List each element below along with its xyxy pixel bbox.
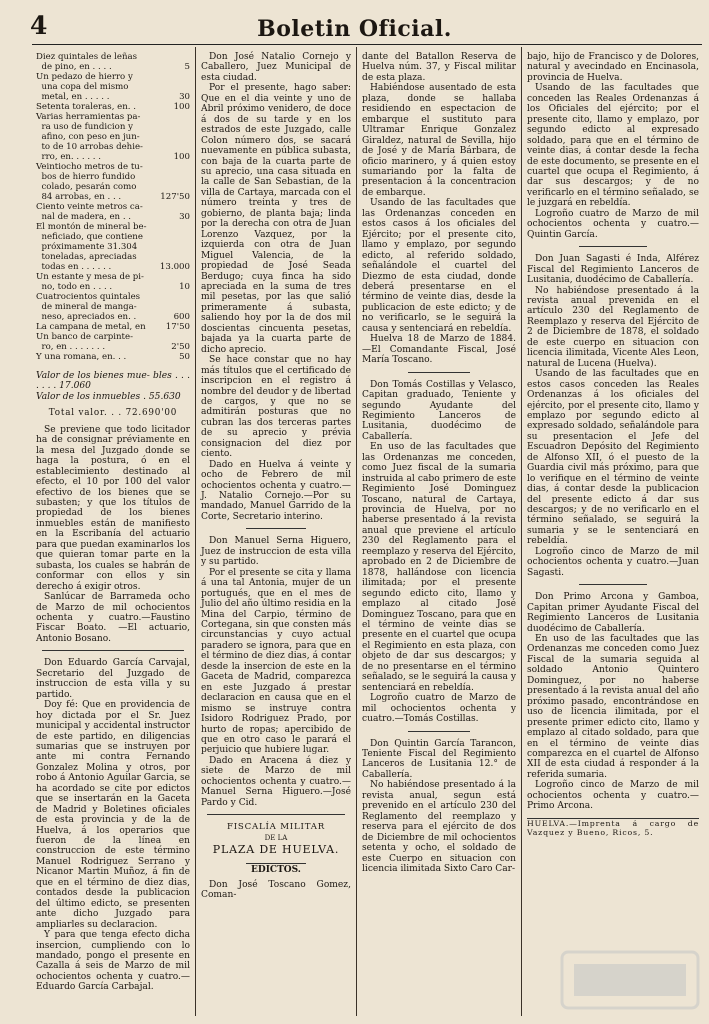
page-header xyxy=(0,0,709,44)
inventory-item-label: La campana de metal, en xyxy=(36,322,146,332)
inventory-row xyxy=(36,252,190,262)
column-divider xyxy=(521,47,522,1016)
column-divider xyxy=(356,47,357,1016)
inventory-item-value: 13.000 xyxy=(159,262,190,272)
inventory-item-label: una copa del mismo xyxy=(36,82,129,92)
paragraph: Se hace constar que no hay más títulos que el certificado de inscripcion en el registro á nombre del deudor y de libertad de cargos, y que no se admitirán posturas que no cubran las dos terceras partes de su aprecio y prévia consignacion del diez por ciento. xyxy=(201,355,351,460)
newspaper-title: Boletin Oficial. xyxy=(257,16,452,42)
inventory-row xyxy=(36,242,190,252)
inventory-row xyxy=(36,302,190,312)
paragraph: Logroño cinco de Marzo de mil ochocientos ochenta y cuatro.—Primo Arcona. xyxy=(527,780,699,812)
paragraph: Se previene que todo licitador ha de consignar préviamente en la mesa del Juzgado donde se haga la postura, ó en el establecimiento destinado al efecto, el 10 por 100 del valor efectivo de los bienes que se subasten; y que los títulos de propiedad de los bienes inmuebles están de manifiesto en la Escribanía del actuario para que puedan examinarlos los que quieran tomar parte en la subasta, los cuales se habrán de conformar con ellos y sin derecho á exigir otros. xyxy=(36,424,190,592)
inventory-row xyxy=(36,172,190,182)
archive-watermark-icon xyxy=(560,950,700,1010)
inventory-item-label: El montón de mineral be- xyxy=(36,222,147,232)
inventory-row xyxy=(36,192,190,202)
inventory-row xyxy=(36,92,190,102)
inventory-item-label: Varias herramientas pa- xyxy=(36,112,141,122)
inventory-row xyxy=(36,262,190,272)
inventory-row xyxy=(36,82,190,92)
inventory-item-label: de mineral de manga- xyxy=(36,302,137,312)
paragraph: Logroño cinco de Marzo de mil ochocientos ochenta y cuatro.—Juan Sagasti. xyxy=(527,546,699,578)
inventory-item-label: bos de hierro fundido xyxy=(36,172,136,182)
inventory-item-value: 30 xyxy=(179,212,190,222)
inventory-item-label: no, todo en . . . . xyxy=(36,282,113,292)
inventory-item-label: Veintiocho metros de tu- xyxy=(36,162,143,172)
paragraph: Doy fé: Que en providencia de hoy dictada por el Sr. Juez municipal y accidental instructor de este partido, en diligencias sumarias que se instruyen por ante mi contra Fernando Gonzalez Molina y otros, por robo á Antonio Aguilar Garcia, se ha acordado se cite por edictos que se insertarán en la Gaceta de Madrid y Boletines oficiales de esta provincia y de la de Huelva, á los operarios que fueron de la línea en construccion de este término Manuel Rodriguez Serrano y Nicanor Martin Muñoz, á fin de que en el término de diez dias, contados desde la publicacion del último edicto, se presenten ante dicho Juzgado para ampliarles su declaracion. xyxy=(36,700,191,930)
inventory-item-label: colado, pesarán como xyxy=(36,182,137,192)
paragraph: Usando de las facultades que conceden las Reales Ordenanzas á los Oficiales del ejército; por el presente cito, llamo y emplazo, por segundo edicto al expresado soldado, para que en el término de veinte dias, á contar desde la fecha de este documento, se presente en el cuartel que ocupa el Regimiento, á dar sus descargos; y de no verificarlo en el término señalado, se le juzgará en rebeldía. xyxy=(527,83,699,209)
inventory-item-label: afino, con peso en jun- xyxy=(36,132,140,142)
paragraph: Usando de las facultades que en estos casos conceden las Reales Ordenanzas á los oficiales del ejército, por el presente cito, llamo y emplazo por segundo edicto al expresado soldado, señalándole para su presentacion el Jefe del Escuadron Depósito del Regimiento de Alfonso XII, ó el puesto de la Guardia civil más próximo, para que lo verifique en el término de veinte dias, á contar desde la publicacion del presente edicto á dar sus descargos; y de no verificarlo en el término señalado, se seguirá la sumaria y se le sentenciará en rebeldía. xyxy=(527,369,699,547)
inventory-row xyxy=(36,312,190,322)
inventory-item-label: Un banco de carpinte- xyxy=(36,332,133,342)
paragraph: En uso de las facultades que las Ordenanzas me conceden como Juez Fiscal de la sumaria seguida al soldado Antonio Quintero Dominguez, por no haberse presentado á la revista anual del año próximo pasado, encontrándose en uso de licencia ilimitada, por el presente primer edicto cito, llamo y emplazo al citado soldado, para que en el término de veinte dias comparezca en el cuartel de Alfonso XII de esta ciudad á responder á la referida sumaria. xyxy=(527,634,699,780)
inventory-row xyxy=(36,212,190,222)
inventory-row xyxy=(36,102,190,112)
inventory-row xyxy=(36,122,190,132)
section-divider xyxy=(201,808,351,822)
section-divider xyxy=(362,725,516,739)
inventory-row xyxy=(36,282,190,292)
paragraph: bajo, hijo de Francisco y de Dolores, natural y avecindado en Encinasola, provincia de Huelva. xyxy=(527,52,699,83)
paragraph: Sanlúcar de Barrameda ocho de Marzo de mil ochocientos ochenta y cuatro.—Faustino Fiscar Boato. —El actuario, Antonio Bosano. xyxy=(36,592,190,644)
paragraph: Don Manuel Serna Higuero, Juez de instruccion de esta villa y su partido. xyxy=(201,536,351,568)
inventory-item-value: 600 xyxy=(173,312,190,322)
section-heading-fiscalia: FISCALÍA MILITAR xyxy=(226,822,326,833)
inventory-row xyxy=(36,342,190,352)
paragraph: Huelva 18 de Marzo de 1884. —El Comandante Fiscal, José María Toscano. xyxy=(362,334,516,366)
inventory-item-value: 50 xyxy=(179,352,190,362)
paragraph: Por el presente, hago saber: Que en el dia veinte y uno de Abril próximo venidero, de doce á dos de su tarde y en los estrados de este Juzgado, calle Colon número dos, se sacará nuevamente en pública subasta, con baja de la cuarta parte de su aprecio, una casa situada en la calle de San Sebastian, de la villa de Cartaya, marcada con el número treinta y tres de gobierno, de planta baja; linda por la derecha con otra de Juan Lorenzo Vazquez, por la izquierda con otra de Juan Miguel Valencia, de la propiedad de José Seada Berdugo; cuya finca ha sido apreciada en la suma de tres mil pesetas, por las que salió primeramente á subasta, saliendo hoy por la de dos mil doscientas cincuenta pesetas, bajada ya la cuarta parte de dicho aprecio. xyxy=(201,83,351,355)
inventory-item-value: 127'50 xyxy=(160,192,190,202)
paragraph: Habiéndose ausentado de esta plaza, donde se hallaba residiendo en espectacion de embarque el sustituto para Ultramar Enrique Gonzalez Giraldez, natural de Sevilla, hijo de José y de María Bárbara, de oficio marinero, y á quien estoy sumariando por la falta de presentacion á la concentracion de embarque. xyxy=(362,83,516,198)
inventory-item-value: 100 xyxy=(173,102,190,112)
inventory-row xyxy=(36,152,190,162)
inventory-item-label: Un pedazo de hierro y xyxy=(36,72,133,82)
inventory-item-value: 2'50 xyxy=(171,342,190,352)
inventory-row xyxy=(36,322,190,332)
inventory-item-label: rro, en. . . . . . xyxy=(36,152,101,162)
inventory-row xyxy=(36,352,190,362)
paragraph: Don Primo Arcona y Gamboa, Capitan primer Ayudante Fiscal del Regimiento Lanceros de Lusitania duodécimo de Caballería. xyxy=(527,592,699,634)
valor-inmuebles: Valor de los inmuebles . 55.630 xyxy=(36,391,181,402)
inventory-row xyxy=(36,52,190,62)
section-heading-de-la: DE LA xyxy=(264,833,288,842)
column-2 xyxy=(201,52,351,900)
inventory-row xyxy=(36,72,190,82)
column-3 xyxy=(362,52,516,874)
inventory-row xyxy=(36,272,190,282)
section-divider xyxy=(201,857,351,865)
inventory-item-label: próximamente 31.304 xyxy=(36,242,138,252)
inventory-item-label: Setenta toraleras, en. . xyxy=(36,102,136,112)
section-divider xyxy=(527,240,699,254)
paragraph: Y para que tenga efecto dicha insercion, cumpliendo con lo mandado, pongo el presente en Cazalla á seis de Marzo de mil ochocientos ochenta y cuatro.—Eduardo García Carbajal. xyxy=(36,930,190,993)
inventory-item-value: 100 xyxy=(173,152,190,162)
paragraph: Don Juan Sagasti é Inda, Alférez Fiscal del Regimiento Lanceros de Lusitania, duodécimo de Caballería. xyxy=(527,254,699,286)
paragraph: Don Eduardo García Carvajal, Secretario del Juzgado de instruccion de esta villa y su partido. xyxy=(36,658,190,700)
inventory-item-label: Cuatrocientos quintales xyxy=(36,292,141,302)
inventory-item-label: Diez quintales de leñas xyxy=(36,52,138,62)
paragraph: Don José Natalio Cornejo y Caballero, Juez Municipal de esta ciudad. xyxy=(201,52,351,83)
section-divider xyxy=(201,522,351,536)
inventory-item-label: neficiado, que contiene xyxy=(36,232,143,242)
page-number: 4 xyxy=(30,11,48,40)
inventory-row xyxy=(36,162,190,172)
column-4 xyxy=(527,52,699,838)
paragraph: Logroño cuatro de Marzo de mil ochocientos ochenta y cuatro.—Quintin García. xyxy=(527,208,699,240)
paragraph: No habiéndose presentado á la revista anual prevenida en el artículo 230 del Reglamento de Reemplazo y reserva del Ejército de 2 de Diciembre de 1878, el soldado de este cuerpo en situacion con licencia ilimitada, Vicente Ales Leon, natural de Lucena (Huelva). xyxy=(527,285,699,369)
header-rule xyxy=(32,44,702,45)
paragraph: Usando de las facultades que las Ordenanzas conceden en estos casos á los oficiales del Ejército; por el presente cito, llamo y emplazo, por segundo edicto, al referido soldado, señalándole el cuartel del Diezmo de esta ciudad, donde deberá presentarse en el término de veinte dias, desde la publicacion de este edicto; y de no verificarlo, se le seguirá la causa y sentenciará en rebeldía. xyxy=(362,198,516,334)
inventory-item-value: 5 xyxy=(184,62,190,72)
column-1 xyxy=(36,52,190,993)
inventory-item-label: todas en . . . . . . xyxy=(36,262,112,272)
total-valor: Total valor. . . 72.690'00 xyxy=(48,408,178,419)
paragraph: Don Quintin García Tarancon, Teniente Fiscal del Regimiento Lanceros de Lusitania 12.° de Caballería. xyxy=(362,738,516,780)
inventory-item-label: Y una romana, en. . . xyxy=(36,352,127,362)
inventory-row xyxy=(36,132,190,142)
paragraph: dante del Batallon Reserva de Huelva núm. 37, y Fiscal militar de esta plaza. xyxy=(362,52,516,83)
inventory-item-label: nal de madera, en . . xyxy=(36,212,132,222)
inventory-item-label: neso, apreciados en. . xyxy=(36,312,137,322)
paragraph: Don José Toscano Gomez, Coman- xyxy=(201,879,351,900)
paragraph: No habiéndose presentado á la revista anual, segun está prevenido en el artículo 230 del Reglamento del reemplazo y reserva para el ejército de dos de Diciembre de mil ochocientos setenta y ocho, el soldado de este Cuerpo en situacion con licencia ilimitada Sixto Caro Car- xyxy=(362,780,516,874)
inventory-list xyxy=(36,52,190,362)
section-heading-plaza: PLAZA DE HUELVA. xyxy=(212,843,340,857)
inventory-item-value: 10 xyxy=(179,282,190,292)
inventory-item-label: metal, en . . . . . xyxy=(36,92,110,102)
inventory-row xyxy=(36,202,190,212)
section-divider xyxy=(362,366,516,380)
inventory-row xyxy=(36,292,190,302)
inventory-row xyxy=(36,332,190,342)
edictos-heading: EDICTOS. xyxy=(251,865,301,876)
paragraph: Por el presente se cita y llama á una tal Antonia, mujer de un portugués, que en el mes de Julio del año último residia en la Mina del Carpio, término de Cortegana, sin que consten más circunstancias y cuyo actual paradero se ignora, para que en el término de diez dias, á contar desde la insercion de este en la Gaceta de Madrid, comparezca en este Juzgado á prestar declaracion en causa que en el mismo se instruye contra Isidoro Rodriguez Prado, por hurto de ropas; apercibido de que en otro caso le parará el perjuicio que hubiere lugar. xyxy=(201,567,351,756)
inventory-item-label: Un estante y mesa de pi- xyxy=(36,272,144,282)
section-divider xyxy=(36,644,190,658)
inventory-item-label: ra uso de fundicion y xyxy=(36,122,133,132)
inventory-item-value: 30 xyxy=(179,92,190,102)
inventory-item-label: 84 arrobas, en . . . xyxy=(36,192,122,202)
section-divider xyxy=(527,578,699,592)
inventory-row xyxy=(36,112,190,122)
inventory-item-label: toneladas, apreciadas xyxy=(36,252,137,262)
paragraph: Don Tomás Costillas y Velasco, Capitan graduado, Teniente y segundo Ayudante del Regimiento Lanceros de Lusitania, duodécimo de Caballería. xyxy=(362,379,516,442)
inventory-item-label: Ciento veinte metros ca- xyxy=(36,202,143,212)
inventory-item-value: 17'50 xyxy=(165,322,190,332)
inventory-row xyxy=(36,142,190,152)
inventory-row xyxy=(36,232,190,242)
printer-imprint: HUELVA.—Imprenta á cargo de Vazquez y Bueno, Ricos, 5. xyxy=(527,818,699,838)
paragraph: Logroño cuatro de Marzo de mil ochocientos ochenta y cuatro.—Tomás Costillas. xyxy=(362,693,516,725)
paragraph: Dado en Aracena á diez y siete de Marzo de mil ochocientos ochenta y cuatro.—Manuel Serna Higuero.—José Pardo y Cid. xyxy=(201,755,351,808)
inventory-item-label: ro, en . . . . . . . xyxy=(36,342,106,352)
inventory-row xyxy=(36,222,190,232)
inventory-row xyxy=(36,182,190,192)
valor-muebles: Valor de los bienes mue- bles . . . . . . . 17.060 xyxy=(36,371,190,392)
paragraph: En uso de las facultades que las Ordenanzas me conceden, como Juez fiscal de la sumaria instruida al cabo primero de este Regimiento José Dominguez Toscano, natural de Cartaya, provincia de Huelva, por no haberse presentado á la revista anual que previene el artículo 230 del Reglamento para el reemplazo y reserva del Ejército, aprobado en 2 de Diciembre de 1878, hallándose con licencia ilimitada; por el presente segundo edicto cito, llamo y emplazo al citado José Dominguez Toscano, para que en el término de veinte dias se presente en el cuartel que ocupa el Regimiento en esta plaza, con objeto de dar sus descargos; y de no presentarse en el término señalado, se le seguirá la causa y sentenciará en rebeldía. xyxy=(362,442,516,693)
paragraph: Dado en Huelva á veinte y ocho de Febrero de mil ochocientos ochenta y cuatro.—J. Natalio Cornejo.—Por su mandado, Manuel Garrido de la Corte, Secretario interino. xyxy=(201,459,351,522)
inventory-row xyxy=(36,62,190,72)
inventory-item-label: de pino, en . . . . xyxy=(36,62,112,72)
column-divider xyxy=(195,47,196,1016)
inventory-item-label: to de 10 arrobas dehie- xyxy=(36,142,143,152)
